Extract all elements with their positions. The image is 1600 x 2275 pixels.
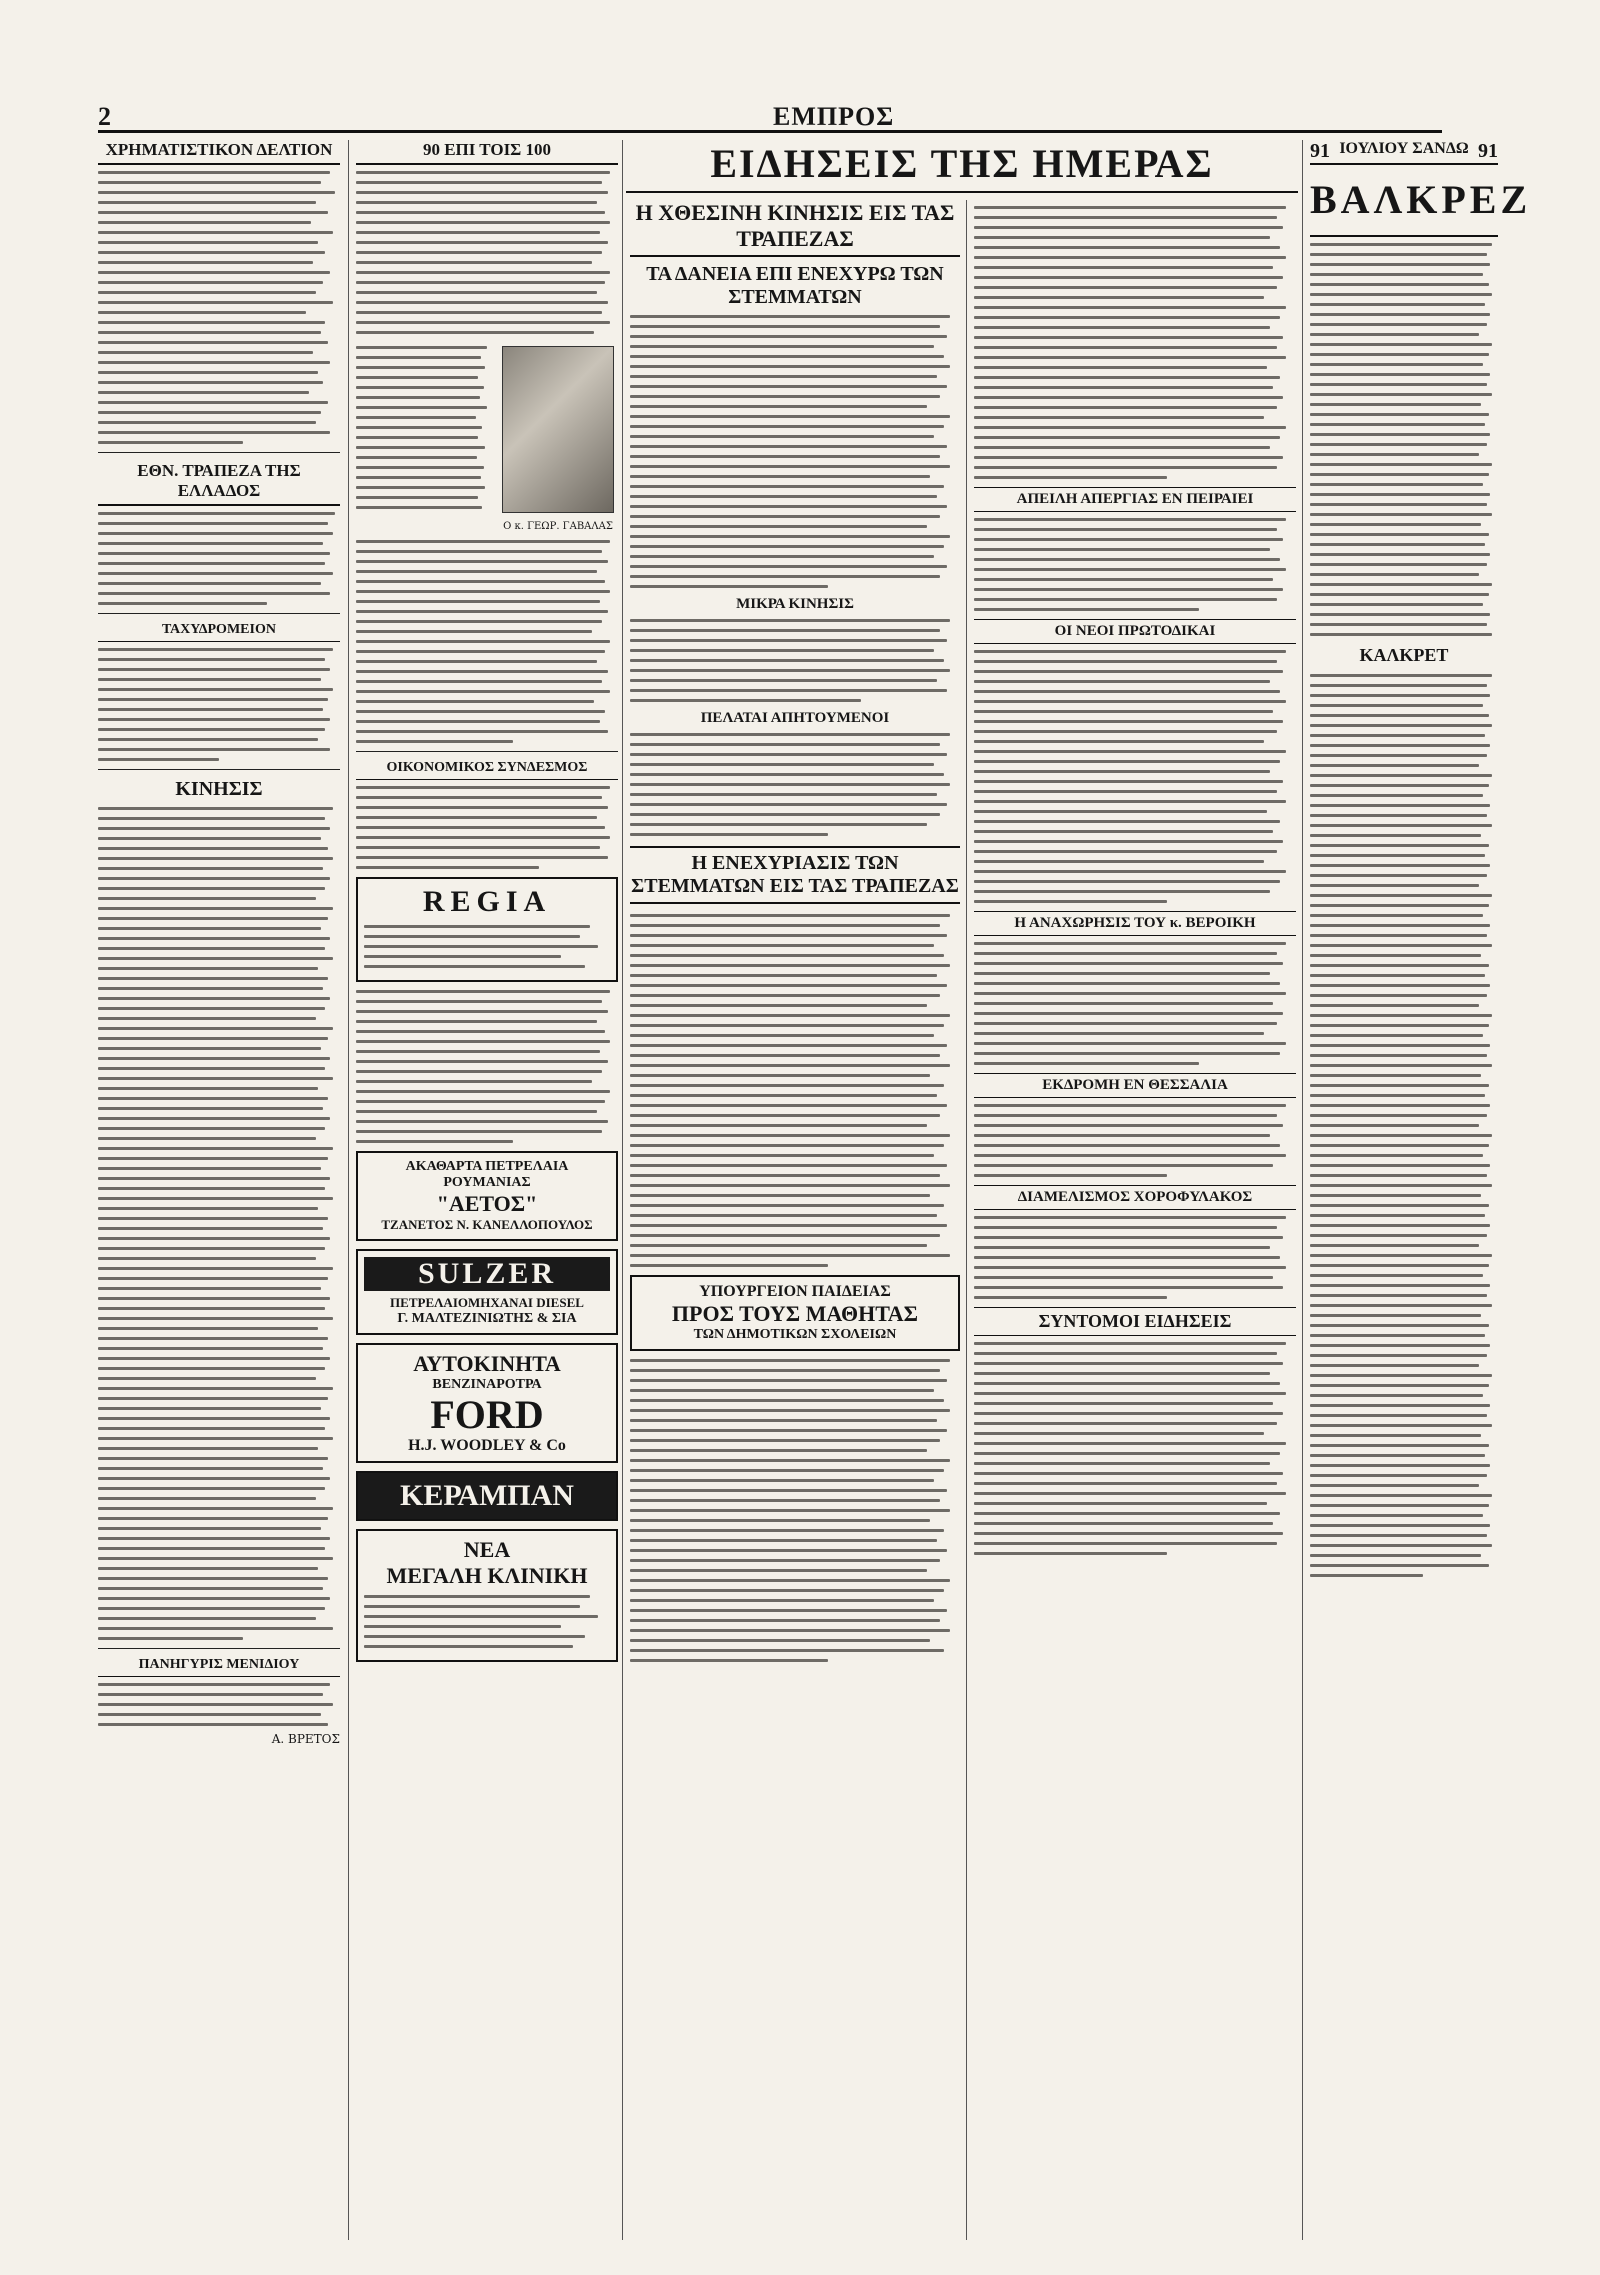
serial-header [1310,140,1498,165]
section-title-3: Η ΑΝΑΧΩΡΗΣΙΣ ΤΟΥ κ. ΒΕΡΟΙΚΗ [974,911,1296,936]
text-block [356,171,618,334]
ad-keramban-title: ΚΕΡΑΜΠΑΝ [400,1479,574,1512]
ad-sulzer [356,1249,618,1335]
ad-sulzer-sub: ΠΕΤΡΕΛΑΙΟΜΗΧΑΝΑΙ DIESEL [390,1295,584,1310]
text-block [356,786,618,869]
column-divider [966,200,967,2240]
ad-oil [356,1151,618,1241]
serial-issue: ΙΟΥΛΙΟΥ ΣΑΝΔΩ [1339,140,1469,157]
text-block [974,518,1296,611]
serial-name: ΚΑΛΚΡΕΤ [1359,645,1449,665]
bulletin-title: ΧΡΗΜΑΤΙΣΤΙΚΟΝ ΔΕΛΤΙΟΝ [98,140,340,165]
ad-keramban [356,1471,618,1521]
text-block [974,206,1296,479]
fair-title: ΠΑΝΗΓΥΡΙΣ ΜΕΝΙΔΙΟΥ [98,1657,340,1677]
ministry-box [630,1275,960,1351]
ad-aetos: "ΑΕΤΟΣ" [436,1191,538,1216]
sub-title-2: ΜΙΚΡΑ ΚΙΝΗΣΙΣ [736,596,854,612]
headline-2: ΤΑ ΔΑΝΕΙΑ ΕΠΙ ΕΝΕΧΥΡΩ ΤΩΝ ΣΤΕΜΜΑΤΩΝ [646,263,944,308]
text-block [98,512,340,605]
text-block [630,1359,960,1662]
ad-sulzer-agent: Γ. ΜΑΛΤΕΖΙΝΙΩΤΗΣ & ΣΙΑ [397,1311,577,1326]
students-title: ΠΡΟΣ ΤΟΥΣ ΜΑΘΗΤΑΣ [671,1301,919,1326]
headline-1: Η ΧΘΕΣΙΝΗ ΚΙΝΗΣΙΣ ΕΙΣ ΤΑΣ ΤΡΑΠΕΖΑΣ [630,200,960,257]
meeting-title: ΟΙΚΟΝΟΜΙΚΟΣ ΣΥΝΔΕΣΜΟΣ [356,760,618,780]
ad-regia [356,877,618,982]
sub-title-3: ΠΕΛΑΤΑΙ ΑΠΗΤΟΥΜΕΝΟΙ [700,710,890,726]
text-block [356,540,618,743]
section-title-5: ΔΙΑΜΕΛΙΣΜΟΣ ΧΟΡΟΦΥΛΑΚΟΣ [974,1185,1296,1210]
ad-clinic [356,1529,618,1662]
section-title-6: ΣΥΝΤΟΜΟΙ ΕΙΔΗΣΕΙΣ [974,1307,1296,1336]
news-banner [626,140,1298,193]
post-title: ΤΑΧΥΔΡΟΜΕΙΟΝ [98,622,340,642]
paper-name: ΕΜΠΡΟΣ [773,102,895,131]
photo-caption: Ο κ. ΓΕΩΡ. ΓΑΒΑΛΑΣ [503,521,613,532]
moves-title: ΚΙΝΗΣΙΣ [175,778,263,800]
ad-woodley: H.J. WOODLEY & Co [408,1437,566,1454]
section-title-4: ΕΚΔΡΟΜΗ ΕΝ ΘΕΣΣΑΛΙΑ [974,1073,1296,1098]
page-header [98,100,1442,133]
column-divider [622,140,623,2240]
ad-aetos-seller: ΤΖΑΝΕΤΟΣ Ν. ΚΑΝΕΛΛΟΠΟΥΛΟΣ [381,1217,593,1232]
text-block [98,171,340,444]
ad-sulzer-title: SULZER [364,1257,610,1291]
text-block [974,1342,1296,1555]
ad-nea: ΝΕΑ [463,1537,511,1562]
text-block [974,1216,1296,1299]
schools-title: ΤΩΝ ΔΗΜΟΤΙΚΩΝ ΣΧΟΛΕΙΩΝ [693,1327,897,1342]
headline-3: Η ΕΝΕΧΥΡΙΑΣΙΣ ΤΩΝ ΣΤΕΜΜΑΤΩΝ ΕΙΣ ΤΑΣ ΤΡΑΠΕΖΑΣ [630,846,960,904]
ad-regia-title: REGIA [422,885,552,918]
ad-benzene: ΒΕΝΖΙΝΑΡΟΤΡΑ [432,1377,542,1392]
article-title: 90 ΕΠΙ ΤΟΙΣ 100 [356,140,618,165]
ad-ford-title: FORD [430,1392,544,1437]
serial-number-right: 91 [1478,140,1498,162]
text-block [98,648,340,761]
column-divider [348,140,349,2240]
text-block [974,1104,1296,1177]
serial-title: ΒΑΛΚΡΕΖ [1310,165,1498,237]
text-block [356,346,492,509]
ministry-title: ΥΠΟΥΡΓΕΙΟΝ ΠΑΙΔΕΙΑΣ [699,1283,891,1300]
bank-title: ΕΘΝ. ΤΡΑΠΕΖΑ ΤΗΣ ΕΛΛΑΔΟΣ [98,461,340,506]
text-block [630,619,960,702]
serial-number-left: 91 [1310,140,1330,162]
page-number: 2 [98,102,111,131]
ad-clinic-title: ΜΕΓΑΛΗ ΚΛΙΝΙΚΗ [386,1563,588,1588]
text-block [98,1683,340,1726]
ad-ford [356,1343,618,1463]
text-block [630,733,960,836]
news-title: ΕΙΔΗΣΕΙΣ ΤΗΣ ΗΜΕΡΑΣ [626,140,1298,193]
text-block [974,942,1296,1065]
section-title-2: ΟΙ ΝΕΟΙ ΠΡΩΤΟΔΙΚΑΙ [974,619,1296,644]
ad-autos: ΑΥΤΟΚΙΝΗΤΑ [413,1351,561,1376]
ad-oil-title: ΑΚΑΘΑΡΤΑ ΠΕΤΡΕΛΑΙΑ ΡΟΥΜΑΝΙΑΣ [405,1159,569,1190]
text-block [630,914,960,1267]
text-block [1310,243,1498,636]
signature: Α. ΒΡΕΤΟΣ [271,1732,340,1746]
text-block [630,315,960,588]
section-title-1: ΑΠΕΙΛΗ ΑΠΕΡΓΙΑΣ ΕΝ ΠΕΙΡΑΙΕΙ [974,487,1296,512]
text-block [356,990,618,1143]
column-divider [1302,140,1303,2240]
text-block [98,807,340,1640]
text-block [974,650,1296,903]
text-block [1310,674,1498,1577]
portrait-photo [502,346,614,513]
